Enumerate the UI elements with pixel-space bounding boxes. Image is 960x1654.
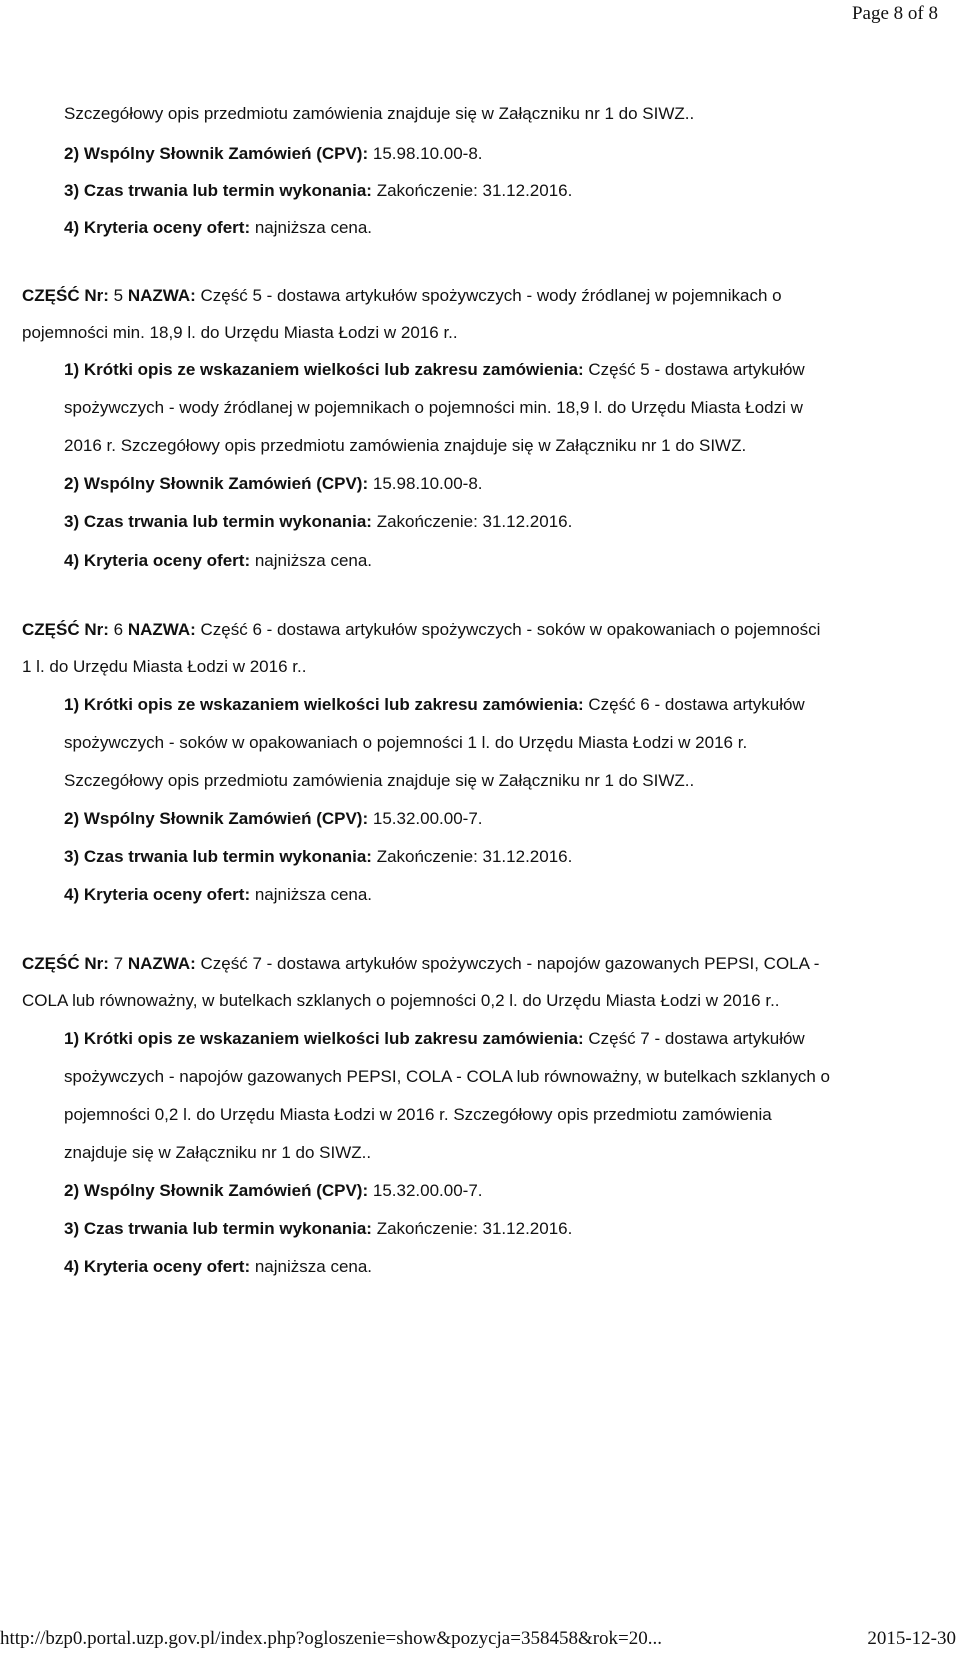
label-text: 1) Krótki opis ze wskazaniem wielkości lub zakresu zamówienia:: [64, 1029, 589, 1048]
value-text: 1 l. do Urzędu Miasta Łodzi w 2016 r..: [22, 657, 307, 676]
text-line: [64, 1029, 805, 1049]
label-text: CZĘŚĆ Nr:: [22, 954, 114, 973]
value-text: 15.32.00.00-7.: [372, 1181, 483, 1200]
text-line: [64, 771, 694, 791]
value-text: znajduje się w Załączniku nr 1 do SIWZ..: [64, 1143, 372, 1162]
text-line: [64, 398, 803, 418]
value-text: Część 5 - dostawa artykułów spożywczych - wody źródlanej w pojemnikach o: [200, 286, 782, 305]
value-text: 15.32.00.00-7.: [372, 809, 483, 828]
label-text: 3) Czas trwania lub termin wykonania:: [64, 1219, 377, 1238]
value-text: Zakończenie: 31.12.2016.: [376, 512, 573, 531]
text-line: [64, 474, 483, 494]
label-text: 4) Kryteria oceny ofert:: [64, 885, 255, 904]
value-text: Szczegółowy opis przedmiotu zamówienia znajduje się w Załączniku nr 1 do SIWZ..: [64, 771, 695, 790]
label-text: NAZWA:: [127, 286, 201, 305]
text-line: [64, 512, 572, 532]
value-text: 6: [113, 620, 128, 639]
label-text: CZĘŚĆ Nr:: [22, 620, 114, 639]
text-line: [22, 657, 306, 677]
label-text: CZĘŚĆ Nr:: [22, 286, 114, 305]
text-line: [64, 1105, 772, 1125]
label-text: 3) Czas trwania lub termin wykonania:: [64, 181, 377, 200]
value-text: Część 7 - dostawa artykułów spożywczych - napojów gazowanych PEPSI, COLA -: [200, 954, 820, 973]
text-line: [64, 847, 572, 867]
text-line: [22, 620, 820, 640]
text-line: [64, 1067, 830, 1087]
label-text: 4) Kryteria oceny ofert:: [64, 1257, 255, 1276]
text-line: [64, 551, 372, 571]
value-text: 15.98.10.00-8.: [372, 144, 483, 163]
value-text: 2016 r. Szczegółowy opis przedmiotu zamówienia znajduje się w Załączniku nr 1 do SIWZ.: [64, 436, 747, 455]
text-line: [64, 809, 483, 829]
value-text: Część 7 - dostawa artykułów: [588, 1029, 805, 1048]
text-line: [64, 1143, 371, 1163]
value-text: 7: [113, 954, 128, 973]
value-text: Zakończenie: 31.12.2016.: [376, 181, 573, 200]
text-line: [64, 885, 372, 905]
label-text: 3) Czas trwania lub termin wykonania:: [64, 512, 377, 531]
text-line: [64, 436, 746, 456]
value-text: pojemności min. 18,9 l. do Urzędu Miasta Łodzi w 2016 r..: [22, 323, 458, 342]
text-line: [64, 695, 805, 715]
footer-date: 2015-12-30: [867, 1628, 956, 1649]
text-line: [22, 954, 819, 974]
footer-url: http://bzp0.portal.uzp.gov.pl/index.php?ogloszenie=show&pozycja=358458&rok=20...: [0, 1628, 663, 1649]
value-text: Część 6 - dostawa artykułów: [588, 695, 805, 714]
text-line: [64, 218, 372, 238]
text-line: [64, 1219, 572, 1239]
value-text: Szczegółowy opis przedmiotu zamówienia znajduje się w Załączniku nr 1 do SIWZ..: [64, 104, 695, 123]
label-text: 4) Kryteria oceny ofert:: [64, 218, 255, 237]
value-text: Część 6 - dostawa artykułów spożywczych - soków w opakowaniach o pojemności: [200, 620, 821, 639]
label-text: 3) Czas trwania lub termin wykonania:: [64, 847, 377, 866]
value-text: 15.98.10.00-8.: [372, 474, 483, 493]
text-line: [64, 181, 572, 201]
text-line: [22, 323, 458, 343]
text-line: [22, 286, 782, 306]
text-line: [64, 360, 805, 380]
value-text: najniższa cena.: [254, 551, 373, 570]
page-number: Page 8 of 8: [851, 3, 938, 24]
label-text: 2) Wspólny Słownik Zamówień (CPV):: [64, 1181, 373, 1200]
value-text: Część 5 - dostawa artykułów: [588, 360, 805, 379]
text-line: [22, 991, 780, 1011]
value-text: Zakończenie: 31.12.2016.: [376, 1219, 573, 1238]
label-text: 1) Krótki opis ze wskazaniem wielkości lub zakresu zamówienia:: [64, 695, 589, 714]
label-text: 2) Wspólny Słownik Zamówień (CPV):: [64, 474, 373, 493]
label-text: 4) Kryteria oceny ofert:: [64, 551, 255, 570]
label-text: 2) Wspólny Słownik Zamówień (CPV):: [64, 809, 373, 828]
text-line: [64, 1181, 483, 1201]
page-footer: [0, 1628, 960, 1654]
value-text: najniższa cena.: [254, 218, 373, 237]
value-text: COLA lub równoważny, w butelkach szklanych o pojemności 0,2 l. do Urzędu Miasta Łodzi w 2016 r..: [22, 991, 780, 1010]
label-text: NAZWA:: [127, 620, 201, 639]
value-text: pojemności 0,2 l. do Urzędu Miasta Łodzi w 2016 r. Szczegółowy opis przedmiotu zamówienia: [64, 1105, 772, 1124]
value-text: Zakończenie: 31.12.2016.: [376, 847, 573, 866]
value-text: spożywczych - napojów gazowanych PEPSI, COLA - COLA lub równoważny, w butelkach szklanych o: [64, 1067, 830, 1086]
label-text: NAZWA:: [127, 954, 201, 973]
label-text: 1) Krótki opis ze wskazaniem wielkości lub zakresu zamówienia:: [64, 360, 589, 379]
value-text: 5: [113, 286, 128, 305]
value-text: najniższa cena.: [254, 1257, 373, 1276]
text-line: [64, 1257, 372, 1277]
value-text: spożywczych - soków w opakowaniach o pojemności 1 l. do Urzędu Miasta Łodzi w 2016 r.: [64, 733, 748, 752]
text-line: [64, 733, 747, 753]
text-line: [64, 144, 483, 164]
value-text: spożywczych - wody źródlanej w pojemnikach o pojemności min. 18,9 l. do Urzędu Miasta Łodzi w: [64, 398, 803, 417]
text-line: [64, 104, 694, 124]
value-text: najniższa cena.: [254, 885, 373, 904]
label-text: 2) Wspólny Słownik Zamówień (CPV):: [64, 144, 373, 163]
